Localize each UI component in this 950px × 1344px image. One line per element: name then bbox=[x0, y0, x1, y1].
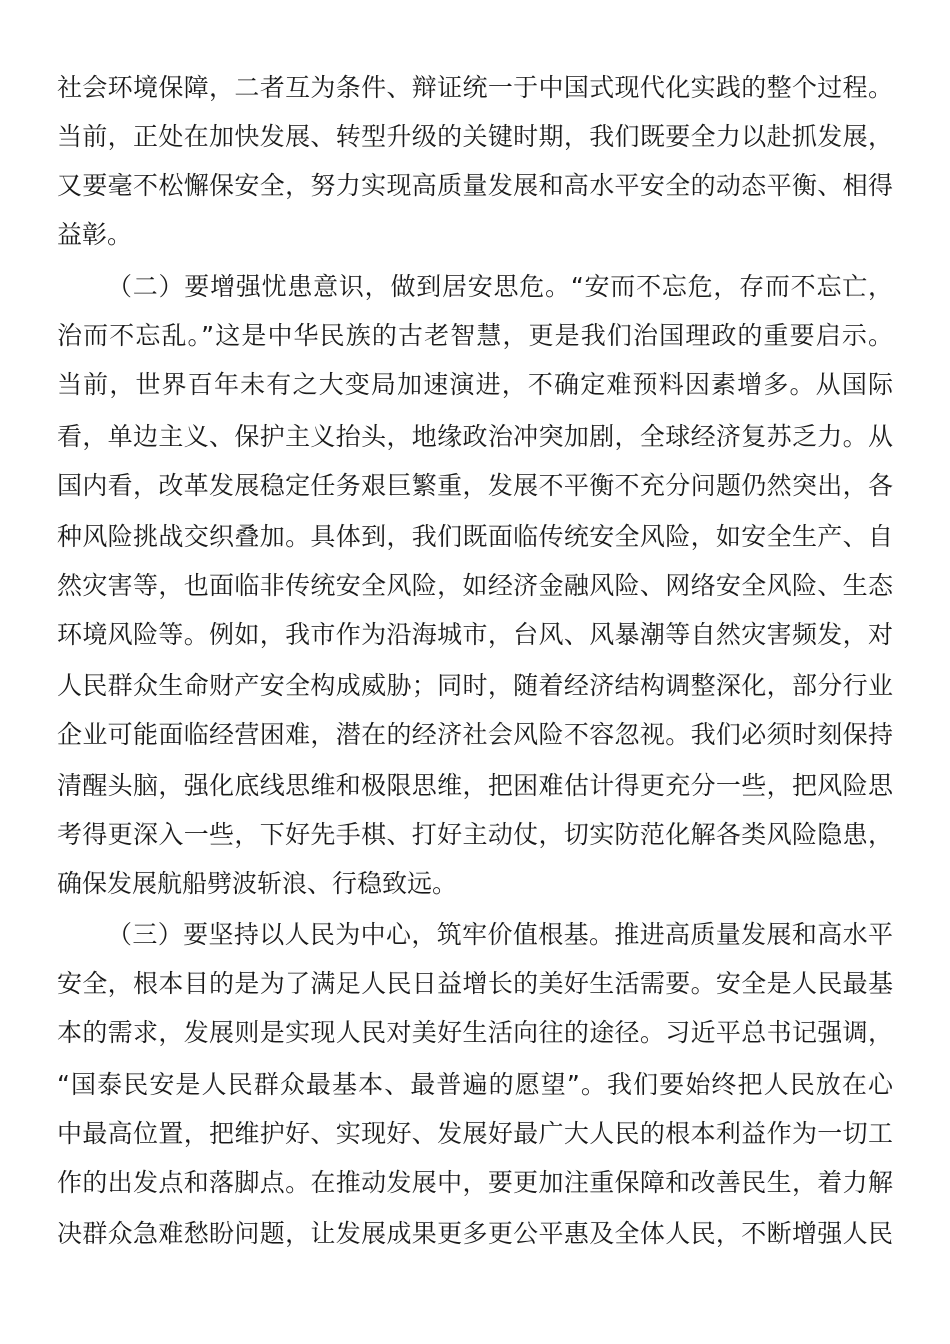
text-line: （二）要增强忧患意识，做到居安思危。“安而不忘危，存而不忘亡， bbox=[107, 272, 893, 301]
text-line: 清醒头脑，强化底线思维和极限思维，把困难估计得更充分一些，把风险思 bbox=[57, 771, 893, 800]
text-line: 确保发展航船劈波斩浪、行稳致远。 bbox=[57, 869, 458, 898]
text-line: 又要毫不松懈保安全，努力实现高质量发展和高水平安全的动态平衡、相得 bbox=[57, 171, 893, 200]
text-line: 环境风险等。例如，我市作为沿海城市，台风、风暴潮等自然灾害频发，对 bbox=[57, 620, 893, 649]
text-line: 作的出发点和落脚点。在推动发展中，要更加注重保障和改善民生，着力解 bbox=[57, 1168, 893, 1197]
text-line: 益彰。 bbox=[57, 220, 133, 249]
text-line: 当前，世界百年未有之大变局加速演进，不确定难预料因素增多。从国际 bbox=[57, 370, 893, 399]
text-line: 本的需求，发展则是实现人民对美好生活向往的途径。习近平总书记强调， bbox=[57, 1018, 893, 1047]
text-line: “国泰民安是人民群众最基本、最普遍的愿望”。我们要始终把人民放在心 bbox=[57, 1070, 893, 1099]
text-line: 考得更深入一些，下好先手棋、打好主动仗，切实防范化解各类风险隐患， bbox=[57, 820, 893, 849]
text-line: 中最高位置，把维护好、实现好、发展好最广大人民的根本利益作为一切工 bbox=[57, 1119, 893, 1148]
text-line: 决群众急难愁盼问题，让发展成果更多更公平惠及全体人民，不断增强人民 bbox=[57, 1219, 893, 1248]
text-line: 国内看，改革发展稳定任务艰巨繁重，发展不平衡不充分问题仍然突出，各 bbox=[57, 471, 893, 500]
text-line: 安全，根本目的是为了满足人民日益增长的美好生活需要。安全是人民最基 bbox=[57, 969, 893, 998]
text-line: 然灾害等，也面临非传统安全风险，如经济金融风险、网络安全风险、生态 bbox=[57, 571, 893, 600]
text-line: 治而不忘乱。”这是中华民族的古老智慧，更是我们治国理政的重要启示。 bbox=[57, 321, 893, 350]
text-line: 企业可能面临经营困难，潜在的经济社会风险不容忽视。我们必须时刻保持 bbox=[57, 720, 893, 749]
text-line: 当前，正处在加快发展、转型升级的关键时期，我们既要全力以赴抓发展， bbox=[57, 122, 893, 151]
text-line: 社会环境保障，二者互为条件、辩证统一于中国式现代化实践的整个过程。 bbox=[57, 73, 893, 102]
text-line: 人民群众生命财产安全构成威胁；同时，随着经济结构调整深化，部分行业 bbox=[57, 671, 893, 700]
text-line: 种风险挑战交织叠加。具体到，我们既面临传统安全风险，如安全生产、自 bbox=[57, 522, 893, 551]
text-line: （三）要坚持以人民为中心，筑牢价值根基。推进高质量发展和高水平 bbox=[107, 920, 893, 949]
text-line: 看，单边主义、保护主义抬头，地缘政治冲突加剧，全球经济复苏乏力。从 bbox=[57, 422, 893, 451]
